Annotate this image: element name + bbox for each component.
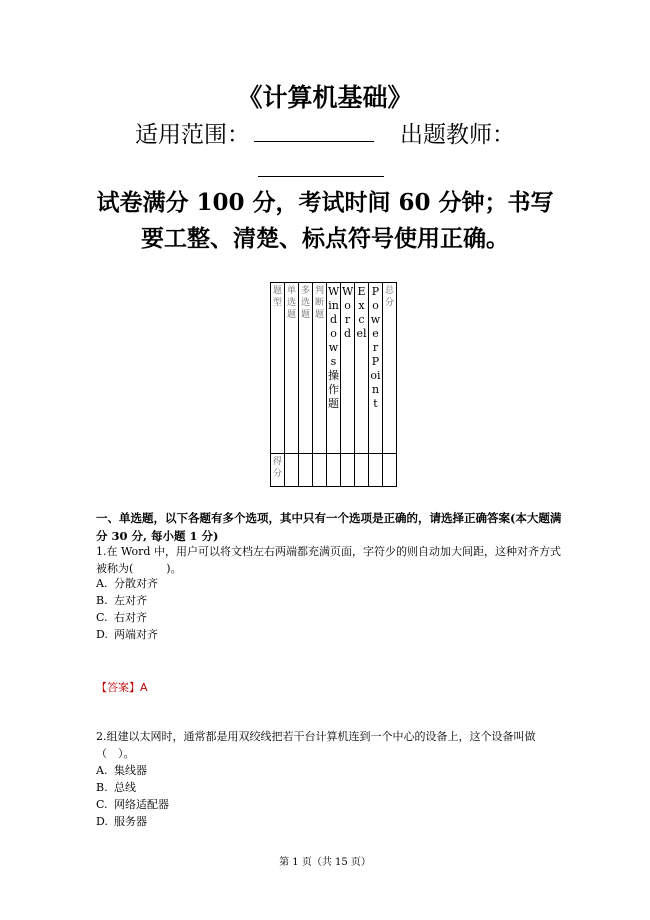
notice-line-2: 要工整、清楚、标点符号使用正确。: [141, 225, 509, 252]
score-table-score-row: [271, 454, 397, 487]
scope-line: [0, 116, 650, 149]
answer-value: A: [140, 681, 148, 694]
question-stem: 1.在 Word 中，用户可以将文档左右两端都充满页面，字符少的则自动加大间距，这种对齐方式被称为( )。: [96, 545, 561, 575]
score-cell[interactable]: [285, 454, 299, 487]
question-option[interactable]: D. 服务器: [96, 815, 147, 828]
header-cell: 单选题: [285, 283, 299, 454]
header-cell: Excel: [355, 283, 369, 454]
notice-line-1: 试卷满分 100 分，考试时间 60 分钟；书写: [96, 189, 554, 216]
score-cell[interactable]: [383, 454, 397, 487]
header-cell: Windows操作题: [327, 283, 341, 454]
score-cell[interactable]: [341, 454, 355, 487]
score-table: [270, 282, 397, 487]
header-cell: 总分: [383, 283, 397, 454]
header-cell: 题型: [271, 283, 285, 454]
question-option[interactable]: A. 分散对齐: [96, 577, 158, 590]
question-option[interactable]: C. 网络适配器: [96, 798, 169, 811]
question-option[interactable]: B. 左对齐: [96, 594, 147, 607]
question-option[interactable]: D. 两端对齐: [96, 628, 158, 641]
score-cell[interactable]: [299, 454, 313, 487]
teacher-blank: [258, 176, 384, 177]
header-cell: Word: [341, 283, 355, 454]
header-cell: PowerPoint: [369, 283, 383, 454]
score-cell[interactable]: [369, 454, 383, 487]
score-cell[interactable]: [355, 454, 369, 487]
scope-blank: [254, 123, 374, 142]
answer-line: [96, 679, 148, 695]
question-option[interactable]: A. 集线器: [96, 764, 147, 777]
header-cell: 判断题: [313, 283, 327, 454]
scope-label: 适用范围：: [135, 122, 250, 148]
section-heading: 一、单选题，以下各题有多个选项，其中只有一个选项是正确的，请选择正确答案(本大题满分 30 分, 每小题 1 分): [96, 511, 562, 543]
score-table-header-row: [271, 283, 397, 454]
teacher-label: 出题教师：: [400, 122, 515, 148]
score-cell[interactable]: [313, 454, 327, 487]
answer-label: 【答案】: [96, 681, 140, 694]
page-title: 《计算机基础》: [237, 83, 413, 112]
score-cell[interactable]: [327, 454, 341, 487]
header-cell: 多选题: [299, 283, 313, 454]
question-stem: 2.组建以太网时，通常都是用双绞线把若干台计算机连到一个中心的设备上，这个设备叫做（ ）。: [96, 730, 536, 760]
page-footer: 第 1 页（共 15 页）: [279, 857, 371, 868]
question-option[interactable]: C. 右对齐: [96, 611, 147, 624]
row-label-cell: 得分: [271, 454, 285, 487]
question-option[interactable]: B. 总线: [96, 781, 136, 794]
